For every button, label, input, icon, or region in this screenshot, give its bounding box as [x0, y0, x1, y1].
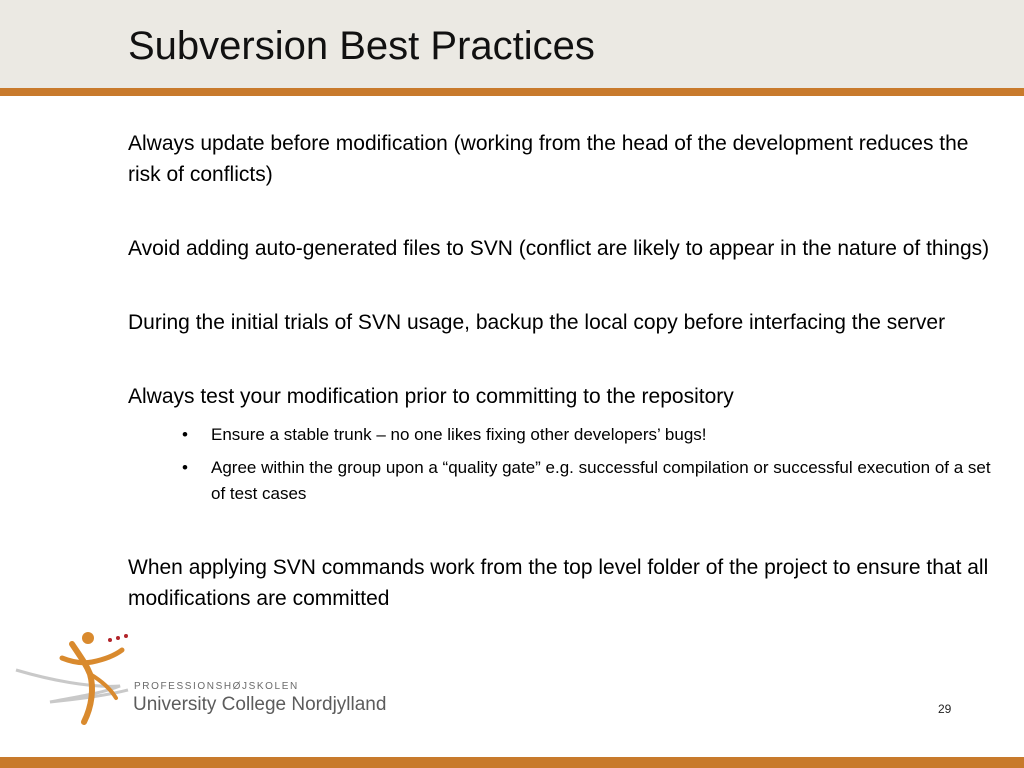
sub-bullet-item — [182, 455, 1000, 507]
logo-university-name: University College Nordjylland — [133, 694, 387, 715]
sub-bullet-text: Ensure a stable trunk – no one likes fixing other developers’ bugs! — [211, 425, 707, 444]
logo-dot-shape — [124, 634, 128, 638]
logo-swoosh-shape — [16, 670, 128, 702]
slide-title: Subversion Best Practices — [128, 24, 595, 68]
paragraph-update-before-modification: Always update before modification (working from the head of the development reduces the risk of conflicts) — [128, 132, 969, 186]
footer-divider — [0, 757, 1024, 768]
slide-number: 29 — [938, 702, 952, 716]
paragraph-avoid-auto-generated: Avoid adding auto-generated files to SVN (conflict are likely to appear in the nature of things) — [128, 237, 990, 260]
bullet-icon: • — [182, 425, 188, 444]
sub-bullet-text: Agree within the group upon a “quality gate” e.g. successful compilation or successful execution of a set of test cases — [211, 458, 991, 503]
logo-figure-arms-shape — [62, 650, 122, 663]
title-divider — [0, 88, 1024, 96]
paragraph-test-before-commit: Always test your modification prior to committing to the repository — [128, 385, 734, 408]
logo-dot-shape — [116, 636, 120, 640]
slide-body — [128, 128, 1000, 657]
logo-school-label: PROFESSIONSHØJSKOLEN — [134, 681, 299, 692]
logo-dot-shape — [108, 638, 112, 642]
bullet-icon: • — [182, 458, 188, 477]
sub-bullet-item — [182, 422, 1000, 448]
paragraph-backup-local-copy: During the initial trials of SVN usage, backup the local copy before interfacing the server — [128, 311, 946, 334]
logo-figure-head-shape — [82, 632, 94, 644]
sub-bullet-list — [128, 422, 1000, 507]
paragraph-top-level-folder: When applying SVN commands work from the top level folder of the project to ensure that all modifications are committed — [128, 556, 989, 610]
